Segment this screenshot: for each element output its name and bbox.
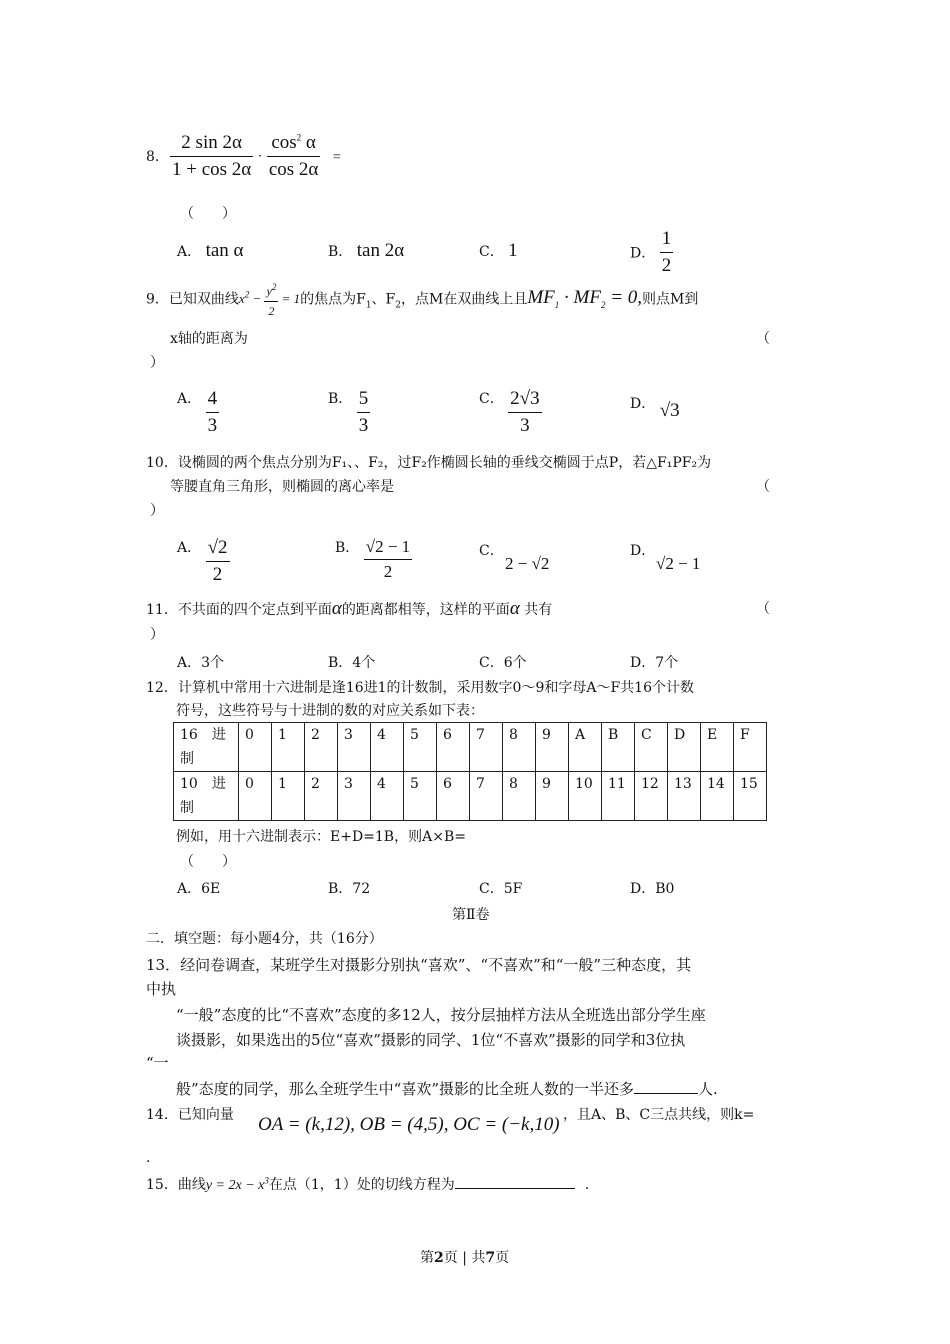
q14-text-b: ，且A、B、C三点共线，则k= (563, 1107, 755, 1123)
q9-option-a-label: A． (177, 391, 202, 407)
q8-number: 8． (146, 149, 169, 165)
table-cell: 8 (503, 772, 536, 821)
q13-line6-unit: 人. (698, 1080, 718, 1098)
q12-option-a-value: 6E (201, 881, 221, 897)
q15-curve (205, 1175, 269, 1193)
q9-option-b-num: 5 (357, 388, 371, 413)
q11-option-d-label: D． (630, 655, 656, 671)
q12-line1 (146, 677, 694, 697)
footer-prefix: 第 (420, 1250, 434, 1266)
q9-text-before: 已知双曲线 (168, 291, 239, 308)
q8-frac1-num: 2 sin 2α (170, 132, 253, 157)
table-cell: 11 (602, 772, 635, 821)
table-cell: 9 (536, 772, 569, 821)
q12-example: 例如，用十六进制表示：E+D=1B，则A×B= (176, 829, 466, 845)
q13-answer-blank[interactable] (634, 1079, 698, 1094)
q10-line2: 等腰直角三角形，则椭圆的离心率是 (170, 479, 394, 495)
table-cell: 4 (371, 772, 404, 821)
q9-option-b-label: B． (328, 391, 353, 407)
q11-paren-close: ） (150, 627, 164, 643)
q11-alpha-2: α (509, 598, 520, 619)
footer-separator: 页 | 共 (443, 1250, 486, 1266)
q13-line3: “一般”态度的比“不喜欢”态度的多12人，按分层抽样方法从全班选出部分学生座 (176, 1006, 706, 1024)
table-row-head-b: 制 (180, 751, 194, 767)
q9-curve-y-exp: 2 (271, 282, 277, 292)
q8-equals: = (332, 149, 341, 165)
q15-text-a: 曲线 (177, 1177, 206, 1193)
q10-option-a-den: 2 (212, 564, 223, 585)
q9-vector-sub2: 2 (600, 300, 606, 311)
hex-decimal-table (173, 722, 767, 821)
table-cell: 1 (272, 723, 305, 772)
q13-line4: 谈摄影，如果选出的5位“喜欢”摄影的同学、1位“不喜欢”摄影的同学和3位执 (176, 1031, 686, 1049)
q8-option-b (328, 240, 404, 262)
table-cell: F (734, 723, 767, 772)
table-cell: 10 (569, 772, 602, 821)
q9-text-after: 则点M到 (642, 291, 699, 308)
table-row-decimal (174, 772, 767, 821)
table-cell: E (701, 723, 734, 772)
q10-line1-text: 设椭圆的两个焦点分别为F₁、、F₂，过F₂作椭圆长轴的垂线交椭圆于点P，若△F₁PF₂为 (177, 455, 712, 471)
q10-option-d (630, 540, 700, 580)
q10-option-b-den: 2 (383, 562, 393, 581)
q9-option-d-label: D． (630, 396, 656, 412)
table-cell: 5 (404, 772, 437, 821)
q10-option-b-label: B． (335, 540, 360, 556)
q11-option-b-label: B． (328, 655, 353, 671)
q9-curve-y: y (266, 284, 272, 298)
q9-option-d-value: √3 (659, 400, 680, 421)
q12-option-a-label: A． (177, 881, 202, 897)
page-footer (420, 1247, 509, 1267)
q15-number: 15． (146, 1177, 178, 1193)
q15-line (146, 1174, 589, 1194)
table-cell: B (602, 723, 635, 772)
q8-fraction-2 (267, 132, 321, 181)
table-cell: 5 (404, 723, 437, 772)
q9-option-a (177, 388, 219, 437)
table-cell: 6 (437, 723, 470, 772)
q9-curve-rhs: = 1 (278, 291, 301, 307)
q8-option-d-den: 2 (661, 255, 672, 276)
q8-option-d-fraction (660, 228, 674, 277)
q11-text-c: 共有 (524, 602, 553, 618)
q9-text-mid2: 、F (371, 291, 396, 308)
q12-option-d-label: D． (630, 881, 656, 897)
q8-option-a-label: A． (177, 244, 202, 260)
q14-vector-expression: OA = (k,12), OB = (4,5), OC = (−k,10) (258, 1114, 560, 1135)
q9-option-c-num: 2√3 (508, 388, 541, 413)
footer-page-number: 2 (434, 1250, 444, 1266)
table-cell: 12 (635, 772, 668, 821)
table-row-head (174, 723, 239, 772)
q9-curve-x-exp: 2 (244, 290, 250, 301)
table-cell: 7 (470, 772, 503, 821)
q15-answer-blank[interactable] (455, 1174, 575, 1189)
q9-paren-open: （ (756, 331, 770, 347)
q11-option-a (177, 652, 224, 672)
q10-option-b (335, 537, 412, 582)
q13-line2: 中执 (146, 980, 177, 998)
q9-paren-close: ） (150, 355, 164, 371)
q8-frac2-num-base: cos (271, 132, 297, 153)
q9-vector-rhs: = 0, (605, 287, 643, 309)
q8-frac2-num-exp: 2 (296, 132, 302, 143)
q10-option-a-label: A． (177, 540, 202, 556)
footer-total-pages: 7 (485, 1250, 496, 1266)
q9-option-b-fraction (357, 388, 371, 437)
q9-curve-frac-num (264, 282, 278, 302)
q13-line1: 13．经问卷调查，某班学生对摄影分别执“喜欢”、“不喜欢”和“一般”三种态度，其 (146, 956, 692, 974)
table-row-head-a: 10 进 (180, 776, 226, 792)
q9-vector-mf1: MF (527, 287, 555, 309)
table-cell: C (635, 723, 668, 772)
table-cell: 2 (305, 723, 338, 772)
q8-frac1-den: 1 + cos 2α (172, 159, 252, 180)
q8-option-c-label: C． (479, 244, 504, 260)
q9-text-mid: 的焦点为F (300, 291, 366, 308)
q10-option-a-num: √2 (206, 537, 230, 562)
q14-tail: . (146, 1150, 151, 1166)
q9-curve-minus: − (249, 291, 265, 307)
q10-number: 10． (146, 455, 178, 471)
q10-option-b-num: √2 − 1 (364, 537, 412, 560)
q13-line5: “一 (146, 1054, 169, 1072)
q11-option-d-value: 7个 (655, 655, 679, 671)
q9-vector-expr (527, 287, 643, 311)
q12-option-b-label: B． (328, 881, 353, 897)
q9-curve-frac-den: 2 (268, 304, 275, 318)
q9-curve-frac (264, 282, 278, 319)
q8-option-a (177, 240, 244, 262)
q9-vector-sub1: 1 (554, 300, 560, 311)
q12-option-c-label: C． (479, 881, 504, 897)
q8-frac2-den: cos 2α (268, 159, 319, 180)
q15-curve-expr: y = 2x − x (205, 1178, 265, 1193)
q8-fraction-1 (170, 132, 253, 181)
table-cell: 4 (371, 723, 404, 772)
table-cell: 3 (338, 772, 371, 821)
q9-option-a-fraction (206, 388, 220, 437)
q9-option-a-num: 4 (206, 388, 220, 413)
q9-option-a-den: 3 (207, 415, 218, 436)
q12-option-d-value: B0 (655, 881, 675, 897)
q9-line2: x轴的距离为 (170, 331, 248, 347)
q10-option-b-fraction (364, 537, 412, 582)
q13-line6-text: 般”态度的同学，那么全班学生中“喜欢”摄影的比全班人数的一半还多 (176, 1080, 635, 1098)
table-row-head-b: 制 (180, 800, 194, 816)
q9-option-c (479, 388, 542, 437)
q8-option-a-value: tan α (205, 240, 244, 261)
q15-text-b: 在点（1，1）处的切线方程为 (268, 1177, 455, 1193)
table-row-head (174, 772, 239, 821)
q8-option-c-value: 1 (508, 240, 518, 261)
table-cell: 0 (239, 772, 272, 821)
table-cell: 14 (701, 772, 734, 821)
q12-option-a (177, 878, 220, 898)
q9-curve-x: x (238, 291, 245, 307)
q11-option-c-value: 6个 (503, 655, 527, 671)
table-cell: 6 (437, 772, 470, 821)
table-cell: 0 (239, 723, 272, 772)
q9-curve (238, 282, 301, 318)
q9-f2-sub: 2 (395, 300, 401, 311)
q11-option-a-value: 3个 (201, 655, 225, 671)
q9-number: 9． (146, 291, 169, 308)
q15-curve-exp: 3 (264, 1175, 269, 1186)
table-cell: 2 (305, 772, 338, 821)
footer-suffix: 页 (495, 1250, 510, 1266)
q9-option-d (630, 392, 680, 421)
q9-option-c-label: C． (479, 391, 504, 407)
q11-option-c (479, 652, 527, 672)
q8-expression (170, 132, 341, 181)
q12-option-d (630, 878, 674, 898)
q9-vector-mf2: · MF (559, 287, 601, 309)
table-row-hex (174, 723, 767, 772)
q8-option-c (479, 240, 518, 262)
q9-option-c-fraction (508, 388, 541, 437)
table-cell: 1 (272, 772, 305, 821)
table-cell: 15 (734, 772, 767, 821)
q10-line1 (146, 452, 711, 472)
q11-alpha-1: α (331, 598, 342, 619)
q14-text-a: 已知向量 (177, 1107, 234, 1123)
q9-line1 (146, 282, 698, 319)
table-cell: 8 (503, 723, 536, 772)
q8-frac2-num (267, 132, 321, 157)
q10-option-c-value: 2 − √2 (505, 554, 550, 573)
q8-paren: （ ） (180, 206, 236, 222)
q10-option-d-label: D． (630, 543, 656, 559)
q11-option-b-value: 4个 (352, 655, 376, 671)
q8-dot: · (257, 149, 263, 165)
table-row-head-a: 16 进 (180, 727, 226, 743)
table-cell: 9 (536, 723, 569, 772)
part2-title: 第Ⅱ卷 (452, 907, 490, 923)
table-cell: 3 (338, 723, 371, 772)
q12-line2: 符号，这些符号与十进制的数的对应关系如下表： (176, 703, 484, 719)
q14-number: 14． (146, 1107, 178, 1123)
q11-line1 (146, 598, 552, 620)
part2-section-heading: 二．填空题：每小题4分，共（16分） (146, 931, 383, 947)
table-cell: 13 (668, 772, 701, 821)
q9-option-b (328, 388, 370, 437)
table-cell: D (668, 723, 701, 772)
q10-paren-close: ） (150, 503, 164, 519)
q12-option-b (328, 878, 370, 898)
q14-line (146, 1104, 234, 1124)
q11-option-c-label: C． (479, 655, 504, 671)
q10-option-c-label: C． (479, 543, 504, 559)
table-cell: 7 (470, 723, 503, 772)
q8-option-b-label: B． (328, 244, 353, 260)
q10-option-c (479, 540, 549, 580)
q11-text-a: 不共面的四个定点到平面 (177, 602, 332, 618)
q12-number: 12． (146, 680, 178, 696)
q15-tail: . (584, 1177, 590, 1193)
q12-paren: （ ） (180, 854, 236, 870)
q9-option-c-den: 3 (520, 415, 530, 436)
q10-option-d-value: √2 − 1 (656, 554, 701, 573)
q10-option-a (177, 537, 230, 586)
q11-text-b: 的距离都相等，这样的平面 (341, 602, 510, 618)
q11-paren-open: （ (756, 601, 770, 617)
q9-option-b-den: 3 (358, 415, 369, 436)
q11-number: 11． (146, 602, 178, 618)
q9-f1-sub: 1 (365, 300, 372, 311)
q12-option-b-value: 72 (352, 881, 371, 897)
q11-option-b (328, 652, 375, 672)
q8-option-b-value: tan 2α (356, 240, 405, 261)
q8-frac2-num-var: α (301, 132, 316, 153)
q12-option-c (479, 878, 522, 898)
q11-option-d (630, 652, 678, 672)
q13-line6 (176, 1078, 718, 1099)
q12-option-c-value: 5F (503, 881, 523, 897)
q11-option-a-label: A． (177, 655, 202, 671)
q8-option-d-num: 1 (660, 228, 674, 253)
table-cell: A (569, 723, 602, 772)
q9-text-mid3: ，点M在双曲线上且 (401, 291, 528, 308)
q8-option-d (630, 228, 673, 277)
q12-line1-text: 计算机中常用十六进制是逢16进1的计数制，采用数字0～9和字母A～F共16个计数 (177, 680, 695, 696)
q8-option-d-label: D． (630, 245, 656, 262)
q10-paren-open: （ (756, 479, 770, 495)
q10-option-a-fraction (206, 537, 230, 586)
